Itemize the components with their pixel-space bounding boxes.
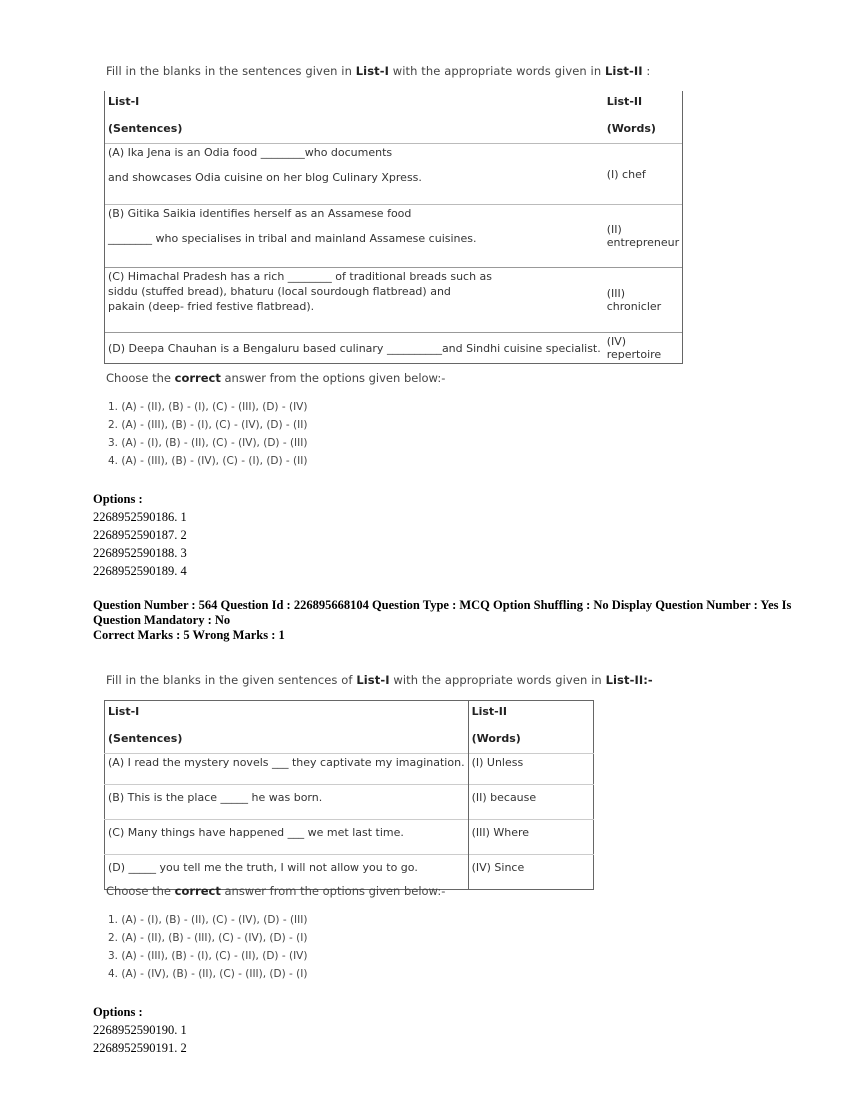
list-item: 3. (A) - (I), (B) - (II), (C) - (IV), (D) - (III)	[108, 437, 308, 449]
q2-col1-subtitle: (Sentences)	[108, 732, 183, 745]
table-row	[105, 754, 594, 785]
table-row	[105, 268, 683, 333]
q1-match-table	[104, 91, 683, 364]
q1-choose-prompt	[106, 371, 445, 385]
option-id: 2268952590189. 4	[93, 564, 187, 578]
q1-instruction-text: Fill in the blanks in the sentences given in	[106, 64, 356, 78]
q1-row-d-line1: (D) Deepa Chauhan is a Bengaluru based culinary __________and Sindhi cuisine specialist.	[105, 333, 604, 364]
table-row	[105, 785, 594, 820]
q1-col2-subtitle: (Words)	[606, 122, 656, 135]
q2-meta-line2: Question Mandatory : No	[93, 613, 231, 627]
q2-answer-options	[108, 911, 307, 983]
q2-row-d: (D) _____ you tell me the truth, I will not allow you to go.	[105, 855, 469, 890]
q1-table-header	[105, 91, 683, 144]
q2-instruction-list1: List-I	[356, 673, 390, 687]
q2-col2-subtitle: (Words)	[471, 732, 521, 745]
option-id: 2268952590187. 2	[93, 528, 187, 542]
q2-word-iii: (III) Where	[471, 826, 530, 839]
q2-instruction-text: Fill in the blanks in the given sentences of	[106, 673, 357, 687]
q2-choose-pre: Choose the	[106, 884, 175, 898]
q2-meta	[93, 598, 793, 643]
q2-word-ii: (II) because	[471, 791, 537, 804]
q1-col2-title: List-II	[606, 95, 643, 108]
q1-word-iv: (IV) repertoire	[604, 333, 683, 364]
q1-row-c-line1: (C) Himachal Pradesh has a rich ________ of traditional breads such as	[108, 270, 493, 283]
q1-row-a-line1: (A) Ika Jena is an Odia food ________who documents	[108, 146, 393, 159]
list-item: 3. (A) - (III), (B) - (I), (C) - (II), (D) - (IV)	[108, 950, 308, 962]
q2-choose-prompt	[106, 884, 445, 898]
q1-options-block	[93, 490, 187, 580]
list-item: 1. (A) - (I), (B) - (II), (C) - (IV), (D) - (III)	[108, 914, 308, 926]
q1-instruction-mid: with the appropriate words given in	[389, 64, 605, 78]
q1-choose-pre: Choose the	[106, 371, 175, 385]
q1-word-ii: (II) entrepreneur	[604, 205, 683, 268]
q1-choose-bold: correct	[174, 371, 221, 385]
table-row	[105, 144, 683, 205]
q1-col1-subtitle: (Sentences)	[108, 122, 183, 135]
option-id: 2268952590190. 1	[93, 1023, 187, 1037]
q2-match-table	[104, 700, 594, 890]
q1-choose-post: answer from the options given below:-	[220, 371, 446, 385]
q2-row-a: (A) I read the mystery novels ___ they captivate my imagination.	[105, 754, 469, 785]
q1-row-c-line2: siddu (stuffed bread), bhaturu (local sourdough flatbread) and	[108, 285, 451, 298]
q1-word-iii: (III) chronicler	[604, 268, 683, 333]
q2-word-iv: (IV) Since	[471, 861, 525, 874]
q2-col2-title: List-II	[471, 705, 507, 718]
q2-choose-bold: correct	[174, 884, 221, 898]
q2-table-header	[105, 701, 594, 754]
q1-options-label: Options :	[93, 492, 143, 506]
list-item: 4. (A) - (IV), (B) - (II), (C) - (III), (D) - (I)	[108, 968, 308, 980]
q2-instruction	[106, 673, 653, 687]
q1-instruction-list1: List-I	[355, 64, 389, 78]
q1-word-i: (I) chef	[604, 144, 683, 205]
q1-instruction-post: :	[642, 64, 651, 78]
q1-row-b-line2: ________ who specialises in tribal and mainland Assamese cuisines.	[108, 232, 477, 245]
table-row	[105, 333, 683, 364]
q1-instruction	[106, 64, 650, 78]
q2-options-block	[93, 1003, 187, 1057]
q1-answer-options	[108, 398, 307, 470]
q2-instruction-list2: List-II:-	[605, 673, 653, 687]
q2-word-i: (I) Unless	[471, 756, 524, 769]
table-row	[105, 205, 683, 268]
q2-row-b: (B) This is the place _____ he was born.	[105, 785, 469, 820]
q1-row-a-line2: and showcases Odia cuisine on her blog Culinary Xpress.	[108, 171, 422, 184]
q1-row-c-line3: pakain (deep- fried festive flatbread).	[108, 300, 315, 313]
list-item: 2. (A) - (III), (B) - (I), (C) - (IV), (D) - (II)	[108, 419, 308, 431]
option-id: 2268952590186. 1	[93, 510, 187, 524]
table-row	[105, 820, 594, 855]
q2-choose-post: answer from the options given below:-	[220, 884, 446, 898]
q2-meta-line1: Question Number : 564 Question Id : 226895668104 Question Type : MCQ Option Shuffling : No Display Question Number : Yes Is	[93, 598, 792, 612]
q1-row-b-line1: (B) Gitika Saikia identifies herself as an Assamese food	[108, 207, 412, 220]
option-id: 2268952590191. 2	[93, 1041, 187, 1055]
q2-options-label: Options :	[93, 1005, 143, 1019]
list-item: 2. (A) - (II), (B) - (III), (C) - (IV), (D) - (I)	[108, 932, 308, 944]
q2-row-c: (C) Many things have happened ___ we met last time.	[105, 820, 469, 855]
q2-col1-title: List-I	[108, 705, 140, 718]
q1-col1-title: List-I	[108, 95, 140, 108]
option-id: 2268952590188. 3	[93, 546, 187, 560]
q2-instruction-mid: with the appropriate words given in	[389, 673, 606, 687]
list-item: 4. (A) - (III), (B) - (IV), (C) - (I), (D) - (II)	[108, 455, 308, 467]
list-item: 1. (A) - (II), (B) - (I), (C) - (III), (D) - (IV)	[108, 401, 308, 413]
q1-instruction-list2: List-II	[604, 64, 643, 78]
q2-meta-line3: Correct Marks : 5 Wrong Marks : 1	[93, 628, 285, 642]
